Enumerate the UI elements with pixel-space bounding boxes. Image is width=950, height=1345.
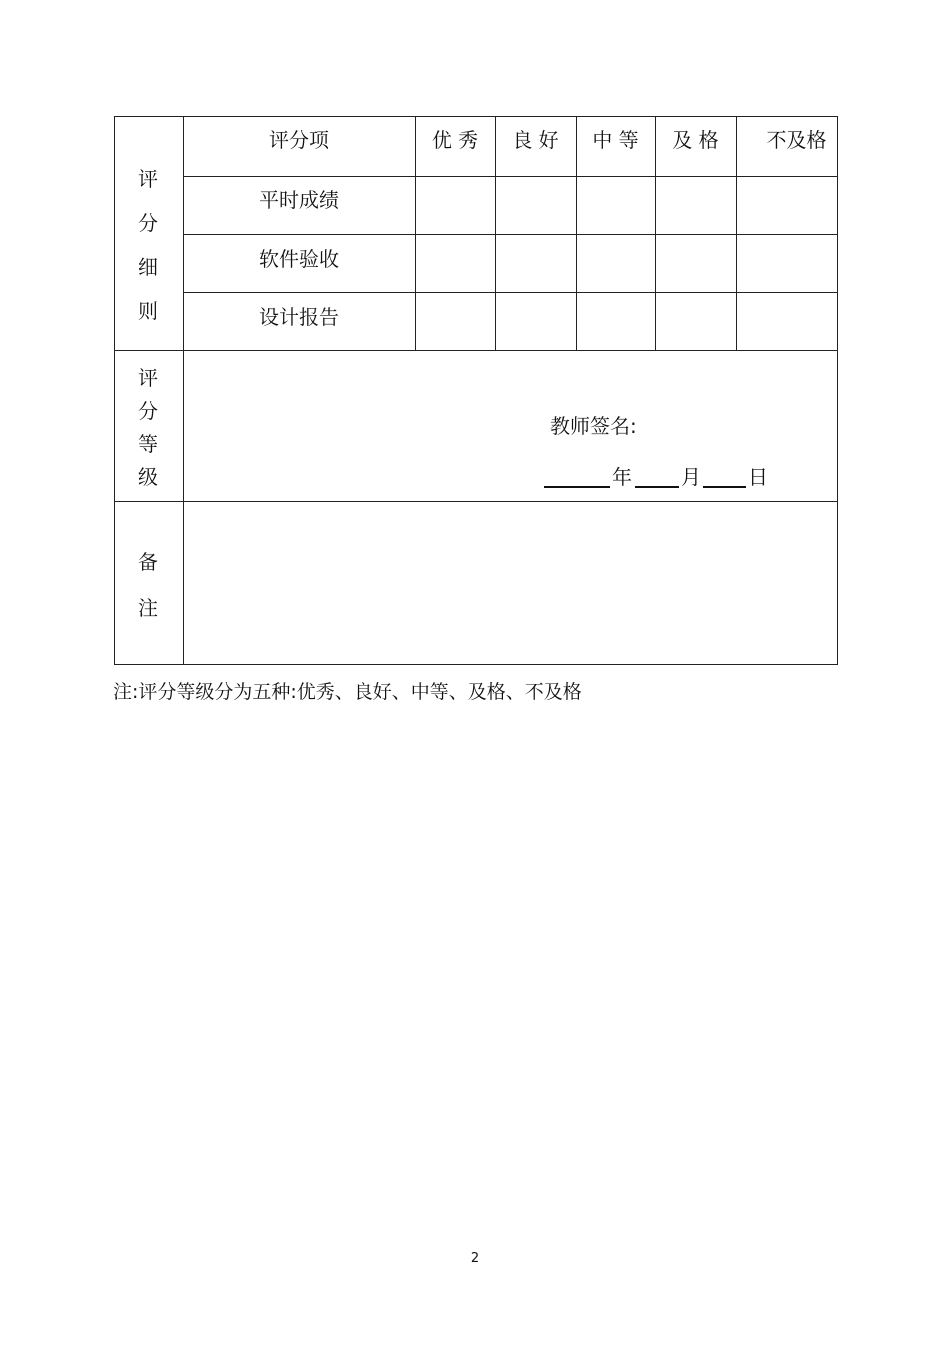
year-blank <box>544 486 610 488</box>
header-fail: 不及格 <box>766 128 827 152</box>
section-char: 评 <box>138 366 158 390</box>
item-software-acceptance: 软件验收 <box>259 247 339 271</box>
header-pass: 及 格 <box>672 128 719 152</box>
teacher-signature-label: 教师签名: <box>550 414 637 438</box>
section-char: 分 <box>138 211 158 235</box>
header-excellent: 优 秀 <box>431 128 479 152</box>
item-design-report: 设计报告 <box>259 305 339 329</box>
section-char: 备 <box>138 550 158 574</box>
section-char: 细 <box>138 255 158 279</box>
month-blank <box>635 486 679 488</box>
month-label: 月 <box>681 465 701 489</box>
header-medium: 中 等 <box>592 128 639 152</box>
section-char: 评 <box>138 167 158 191</box>
footnote: 注:评分等级分为五种:优秀、良好、中等、及格、不及格 <box>113 681 582 703</box>
header-scoring-item: 评分项 <box>269 128 329 152</box>
section-char: 分 <box>138 399 158 423</box>
day-label: 日 <box>748 465 768 489</box>
page-number: 2 <box>470 1251 480 1266</box>
section-char: 等 <box>138 432 158 456</box>
day-blank <box>703 486 746 488</box>
section-char: 则 <box>138 299 158 323</box>
item-regular-performance: 平时成绩 <box>259 188 339 212</box>
year-label: 年 <box>612 465 632 489</box>
header-good: 良 好 <box>512 128 559 152</box>
section-char: 级 <box>138 465 158 489</box>
section-char: 注 <box>138 596 158 620</box>
